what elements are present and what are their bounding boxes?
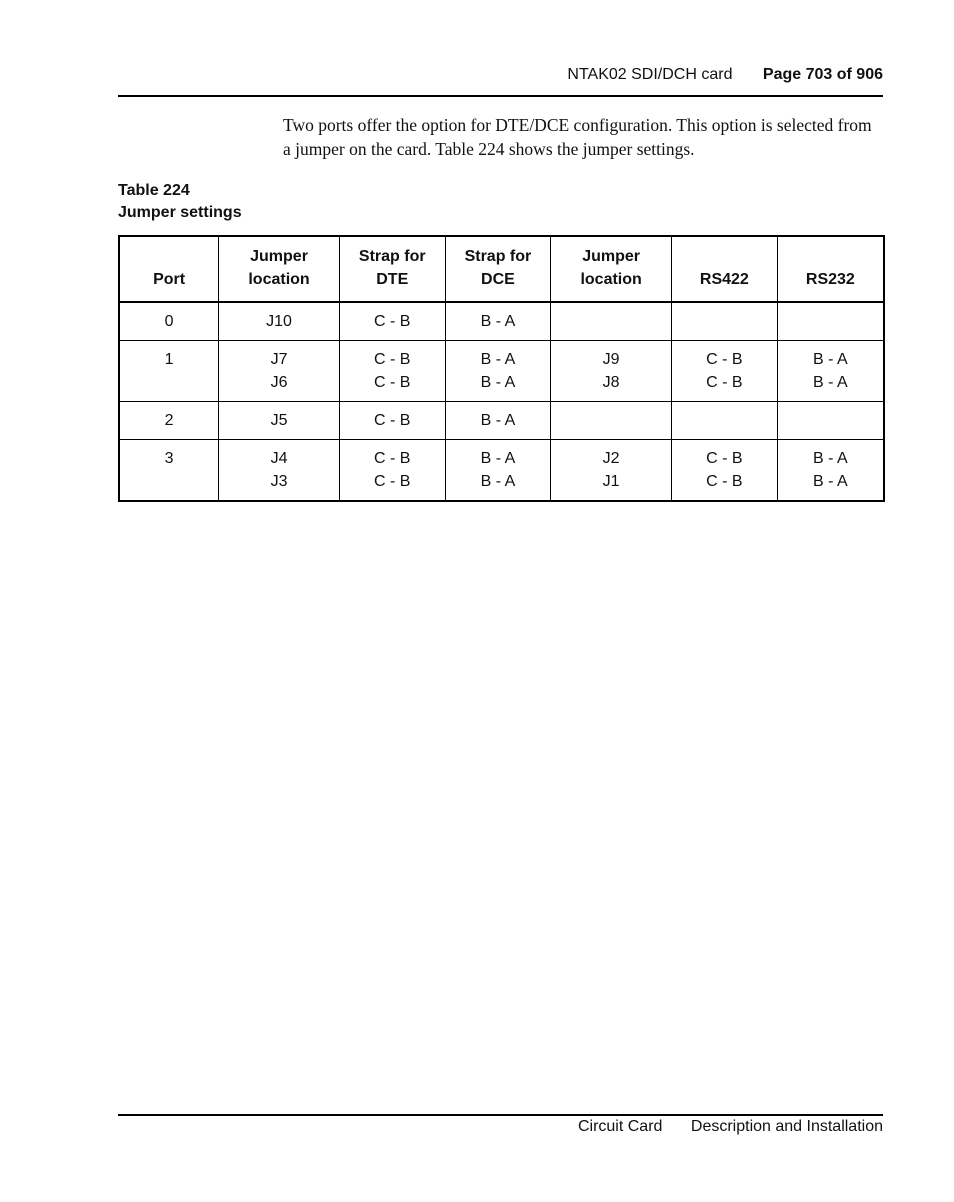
rs232-cell <box>777 302 884 341</box>
jumper-location-2-cell: J2 J1 <box>551 440 672 502</box>
strap-dce-cell: B - A <box>445 302 551 341</box>
rs422-cell: C - B C - B <box>671 440 777 502</box>
strap-dte-cell: C - B <box>339 402 445 440</box>
column-header: Jumper location <box>551 236 672 302</box>
column-header: Strap for DTE <box>339 236 445 302</box>
footer-right-text: Description and Installation <box>690 1118 883 1135</box>
table-row <box>119 341 884 402</box>
jumper-location-2-cell <box>551 402 672 440</box>
column-header: RS422 <box>671 236 777 302</box>
page-header <box>567 66 883 84</box>
table-row <box>119 440 884 502</box>
strap-dce-cell: B - A B - A <box>445 440 551 502</box>
port-cell: 1 <box>119 341 219 402</box>
table-row <box>119 402 884 440</box>
strap-dte-cell: C - B <box>339 302 445 341</box>
column-header: RS232 <box>777 236 884 302</box>
rs232-cell: B - A B - A <box>777 440 884 502</box>
rs422-cell <box>671 402 777 440</box>
table-number: Table 224 <box>118 182 190 199</box>
jumper-location-cell: J7 J6 <box>219 341 340 402</box>
intro-paragraph <box>283 113 883 161</box>
rs232-cell <box>777 402 884 440</box>
column-header: Port <box>119 236 219 302</box>
rs232-cell: B - A B - A <box>777 341 884 402</box>
jumper-location-cell: J10 <box>219 302 340 341</box>
strap-dte-cell: C - B C - B <box>339 341 445 402</box>
footer-left-text: Circuit Card <box>577 1118 663 1135</box>
strap-dce-cell: B - A <box>445 402 551 440</box>
jumper-location-cell: J5 <box>219 402 340 440</box>
port-cell: 0 <box>119 302 219 341</box>
header-rule <box>118 95 883 97</box>
rs422-cell: C - B C - B <box>671 341 777 402</box>
column-header: Jumper location <box>219 236 340 302</box>
jumper-location-2-cell: J9 J8 <box>551 341 672 402</box>
port-cell: 2 <box>119 402 219 440</box>
intro-text: Two ports offer the option for DTE/DCE configuration. This option is selected from a jumper on the card. Table 224 shows the jumper settings. <box>283 115 872 159</box>
jumper-location-2-cell <box>551 302 672 341</box>
strap-dce-cell: B - A B - A <box>445 341 551 402</box>
table-title: Jumper settings <box>118 204 242 221</box>
jumper-location-cell: J4 J3 <box>219 440 340 502</box>
table-header-row <box>119 236 884 302</box>
page-number: Page 703 of 906 <box>762 66 883 83</box>
footer-rule <box>118 1114 883 1116</box>
column-header: Strap for DCE <box>445 236 551 302</box>
page-footer <box>578 1118 883 1136</box>
document-title: NTAK02 SDI/DCH card <box>567 66 733 83</box>
rs422-cell <box>671 302 777 341</box>
table-row <box>119 302 884 341</box>
table-caption <box>118 180 242 224</box>
port-cell: 3 <box>119 440 219 502</box>
strap-dte-cell: C - B C - B <box>339 440 445 502</box>
jumper-settings-table <box>118 235 885 502</box>
